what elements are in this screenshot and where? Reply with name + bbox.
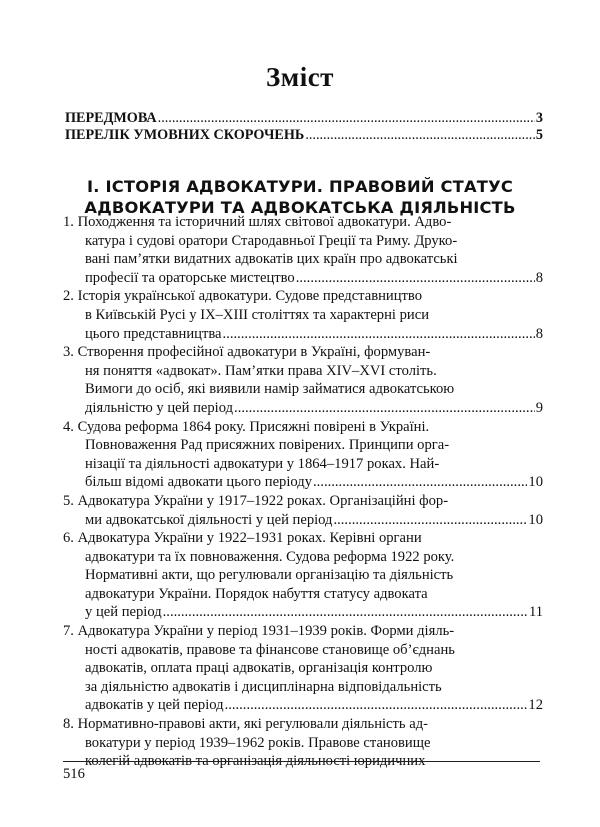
toc-entry-line: ності адвокатів, правове та фінансове становище об’єднань <box>85 641 455 658</box>
toc-entry-line: адвокатури України. Порядок набуття статусу адвоката <box>85 585 428 602</box>
toc-entry-text: ми адвокатської діяльності у цей період <box>85 511 333 528</box>
toc-entry-text: у цей період <box>85 604 162 621</box>
section-heading <box>40 176 560 218</box>
toc-entry-line: адвокатури та їх повноваження. Судова реформа 1922 року. <box>85 548 455 565</box>
toc-entry-line: нізації та діяльності адвокатури у 1864–1917 роках. Най- <box>85 455 440 472</box>
toc-entry-title: ПЕРЕДМОВА <box>65 110 157 126</box>
footer-rule <box>63 761 540 762</box>
toc-entry[interactable] <box>63 622 543 715</box>
toc-entry-line: 4. Судова реформа 1864 року. Присяжні повірені в Україні. <box>63 418 430 435</box>
toc-entry[interactable] <box>63 529 543 622</box>
page-title: Зміст <box>266 62 334 92</box>
toc-entry-line <box>63 473 543 492</box>
toc-entry-text: професії та ораторське мистецтво <box>85 269 295 286</box>
leader-dots <box>296 269 535 288</box>
toc-entry[interactable] <box>63 715 543 771</box>
toc-entry-page: 11 <box>528 604 543 621</box>
toc-entry[interactable] <box>63 418 543 492</box>
leader-dots <box>158 110 535 127</box>
toc-entry-page: 5 <box>535 127 543 143</box>
toc-entry-abbreviations[interactable] <box>65 127 543 144</box>
toc-entry-line <box>63 399 543 418</box>
toc-entry-line: 3. Створення професійної адвокатури в Україні, формуван- <box>63 344 431 361</box>
toc-entry-line <box>63 696 543 715</box>
toc-entry-line: колегій адвокатів та організація діяльності юридичних <box>85 753 426 770</box>
toc-entry-line: 1. Походження та історичний шлях світової адвокатури. Адво- <box>63 214 452 230</box>
toc-entry-text: цього представництва <box>85 325 222 342</box>
toc-entry-line <box>63 603 543 622</box>
toc-entry-preface[interactable] <box>65 110 543 127</box>
toc-entry-page: 8 <box>535 269 543 286</box>
leader-dots <box>305 127 535 144</box>
leader-dots <box>333 511 527 530</box>
toc-entry-text: діяльністю у цей період <box>85 399 234 416</box>
toc-entry-line: 7. Адвокатура України у період 1931–1939 років. Форми діяль- <box>63 623 455 640</box>
toc-entry[interactable] <box>63 343 543 417</box>
section-heading-line: І. ІСТОРІЯ АДВОКАТУРИ. ПРАВОВИЙ СТАТУС <box>87 177 513 196</box>
page-number: 516 <box>63 766 85 782</box>
toc-entry-line: 2. Історія української адвокатури. Судове представництво <box>63 288 422 305</box>
leader-dots <box>234 399 535 418</box>
toc-entry-page: 9 <box>535 399 543 416</box>
toc-entry[interactable] <box>63 492 543 529</box>
section-heading-line: АДВОКАТУРИ ТА АДВОКАТСЬКА ДІЯЛЬНІСТЬ <box>84 198 516 217</box>
toc-entry-line: 8. Нормативно-правові акти, які регулювали діяльність ад- <box>63 716 428 733</box>
toc-entry-line: вані пам’ятки видатних адвокатів цих країн про адвокатські <box>85 251 458 268</box>
toc-entry-line <box>63 511 543 530</box>
leader-dots <box>163 603 528 622</box>
toc-entry-line: катура і судові оратори Стародавньої Греції та Риму. Друко- <box>85 232 458 249</box>
toc-entry-line: ня поняття «адвокат». Пам’ятки права XIV–XVI століть. <box>85 362 437 379</box>
toc-entry-line: 6. Адвокатура України у 1922–1931 роках. Керівні органи <box>63 530 422 547</box>
toc-entry-page: 3 <box>535 110 543 126</box>
toc-entry-page: 8 <box>535 325 543 342</box>
toc-entry-line: Повноваження Рад присяжних повірених. Принципи орга- <box>85 437 450 454</box>
toc-entry-line: вокатури у період 1939–1962 років. Правове становище <box>85 734 431 751</box>
toc-entry-line: за діяльністю адвокатів і дисциплінарна відповідальність <box>85 678 442 695</box>
toc-entry-line: адвокатів, оплата праці адвокатів, організація контролю <box>85 660 433 677</box>
toc-entry-page: 10 <box>528 474 543 491</box>
preliminary-list <box>65 110 543 144</box>
toc-entry-line: 5. Адвокатура України у 1917–1922 роках. Організаційні фор- <box>63 492 449 509</box>
toc-entry-line: Вимоги до осіб, які виявили намір займатися адвокатською <box>85 381 455 398</box>
leader-dots <box>223 325 535 344</box>
toc-entry-text: більш відомі адвокати цього періоду <box>85 474 312 491</box>
leader-dots <box>225 696 528 715</box>
toc-entry-line <box>63 325 543 344</box>
toc-entry[interactable] <box>63 287 543 343</box>
toc-entry-page: 10 <box>528 511 543 528</box>
toc-entry-line: Нормативні акти, що регулювали організацію та діяльність <box>85 567 454 584</box>
toc-entry[interactable] <box>63 213 543 287</box>
toc-entry-page: 12 <box>528 697 543 714</box>
toc-entry-line <box>63 269 543 288</box>
toc-entry-title: ПЕРЕЛІК УМОВНИХ СКОРОЧЕНЬ <box>65 127 305 143</box>
toc-entry-text: адвокатів у цей період <box>85 697 224 714</box>
leader-dots <box>313 473 527 492</box>
toc-list <box>63 213 543 771</box>
toc-entry-line: в Київській Русі у IX–XIII століттях та характерні риси <box>85 306 430 323</box>
